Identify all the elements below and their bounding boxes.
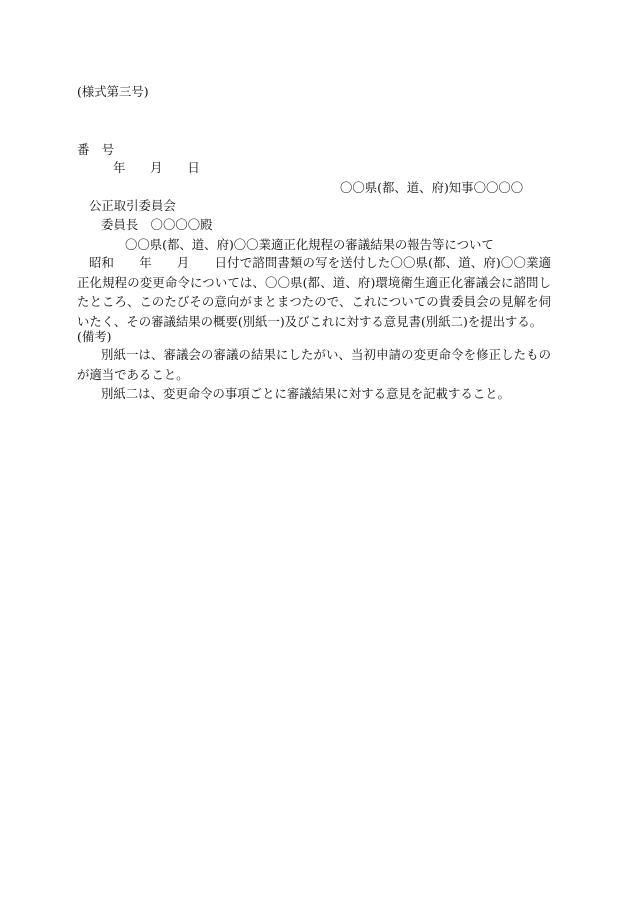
note-item-1: 別紙一は、審議会の審議の結果にしたがい、当初申請の変更命令を修正したものが適当であること。 (77, 347, 551, 382)
document-number-label: 番 号 (77, 142, 115, 157)
form-label: (様式第三号) (77, 84, 149, 99)
recipient-organization: 公正取引委員会 (89, 198, 176, 213)
notes-heading: (備考) (77, 329, 112, 344)
subject-line: 〇〇県(都、道、府)〇〇業適正化規程の審議結果の報告等について (125, 237, 494, 252)
date-line: 年 月 日 (113, 160, 200, 175)
body-paragraph: 昭和 年 月 日付で諮問書類の写を送付した〇〇県(都、道、府)〇〇業適正化規程の変更命令については、〇〇県(都、道、府)環境衛生適正化審議会に諮問したところ、このたびその意向がまとまつたので、これについての貴委員会の見解を伺いたく、その審議結果の概要(別紙一)及びこれに対する意見書(別紙二)を提出する。 (77, 255, 551, 330)
sender-line: 〇〇県(都、道、府)知事〇〇〇〇 (340, 180, 524, 195)
recipient-name: 委員長 〇〇〇〇殿 (101, 217, 213, 232)
note-item-2: 別紙二は、変更命令の事項ごとに審議結果に対する意見を記載すること。 (101, 386, 510, 401)
